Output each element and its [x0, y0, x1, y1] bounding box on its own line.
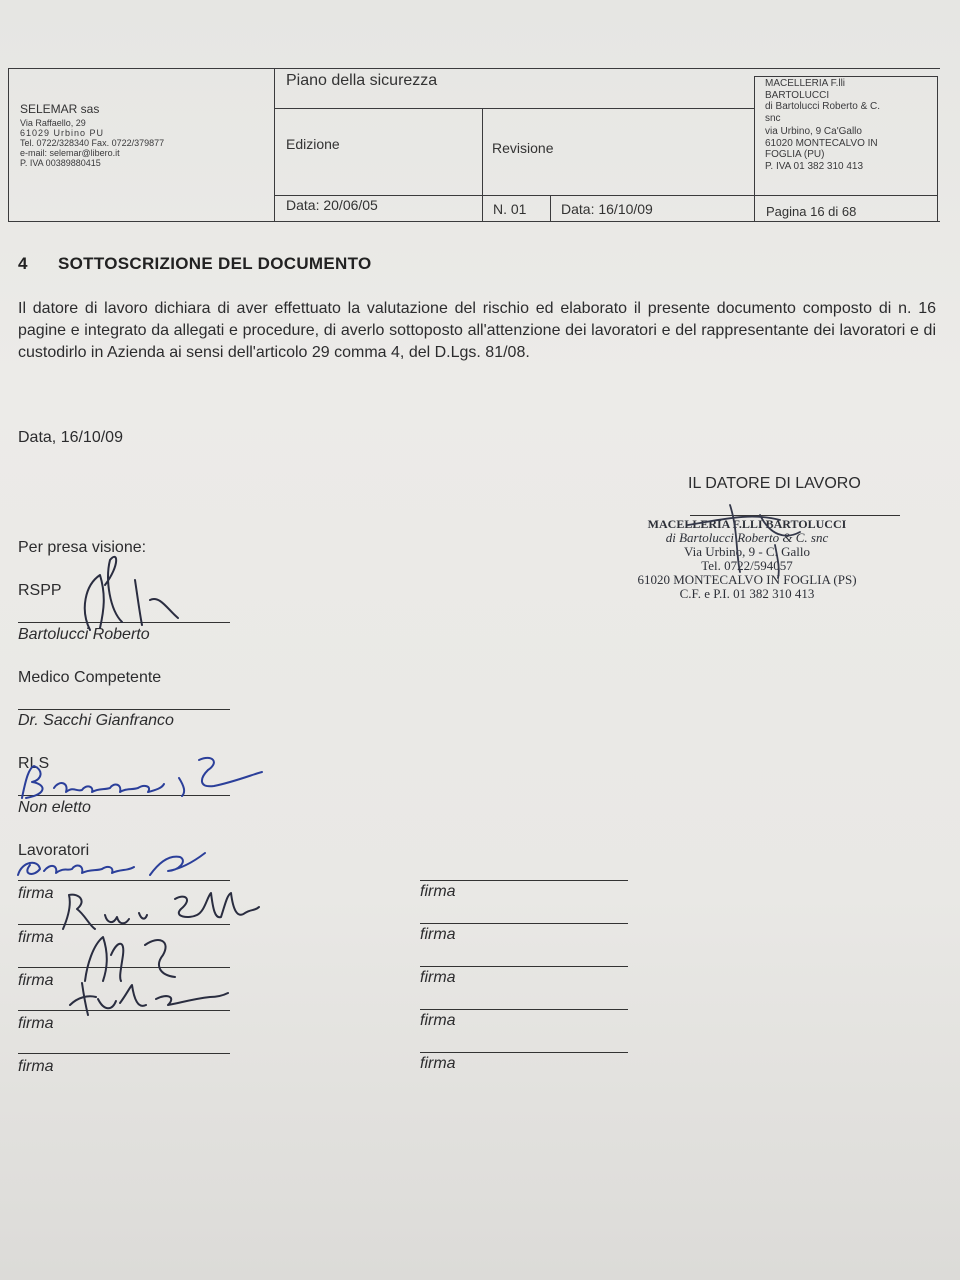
rls-name: Non eletto — [18, 799, 91, 816]
client-city-2: FOGLIA (PU) — [765, 149, 825, 160]
right-firma-label-1: firma — [420, 883, 456, 900]
client-vat: P. IVA 01 382 310 413 — [765, 160, 864, 172]
document-date: Data, 16/10/09 — [18, 429, 123, 446]
medico-signature-line — [18, 709, 230, 710]
stamp-line-2: di Bartolucci Roberto & C. snc — [665, 530, 829, 545]
company-address: Via Raffaello, 29 — [20, 118, 86, 128]
left-firma-label-1: firma — [18, 885, 54, 902]
left-firma-label-4: firma — [18, 1015, 54, 1032]
rspp-handwritten-signature — [60, 540, 190, 640]
client-address: via Urbino, 9 Ca'Gallo — [765, 126, 862, 137]
client-name-1: MACELLERIA F.lli — [765, 78, 846, 89]
section-number: 4 — [18, 254, 28, 273]
right-firma-label-4: firma — [420, 1012, 456, 1029]
company-name: SELEMAR sas — [20, 102, 100, 116]
right-firma-line-1 — [420, 880, 628, 881]
medico-name: Dr. Sacchi Gianfranco — [18, 712, 174, 729]
right-firma-label-3: firma — [420, 969, 456, 986]
right-firma-label-5: firma — [420, 1055, 456, 1072]
stamp-line-4: Tel. 0722/594057 — [701, 558, 793, 573]
client-name-3: di Bartolucci Roberto & C. — [765, 101, 881, 112]
plan-title: Piano della sicurezza — [286, 72, 438, 89]
rls-label: RLS — [18, 755, 50, 772]
client-name-2: BARTOLUCCI — [765, 89, 830, 101]
section-body: Il datore di lavoro dichiara di aver effettuato la valutazione del rischio ed elaborato il presente documento composto di n. 16 pagine e integrato da allegati e procedure, di averlo sottoposto all'attenzione dei lavoratori e del rappresentante dei lavoratori e di custodirlo in Azienda ai sensi dell'articolo 29 comma 4, del D.Lgs. 81/08. — [18, 300, 936, 361]
client-name-4: snc — [765, 112, 781, 124]
left-firma-line-1 — [18, 880, 230, 881]
presa-visione-label: Per presa visione: — [18, 539, 147, 556]
document-header-table — [8, 68, 940, 224]
client-city-1: 61020 MONTECALVO IN — [765, 137, 878, 149]
right-firma-line-3 — [420, 966, 628, 967]
stamp-line-6: C.F. e P.I. 01 382 310 413 — [679, 586, 815, 601]
rspp-label: RSPP — [18, 582, 62, 599]
revision-date: Data: 16/10/09 — [561, 201, 653, 217]
employer-handwritten-signature — [660, 490, 860, 580]
company-city: 61029 Urbino PU — [20, 128, 105, 138]
revision-number: N. 01 — [493, 201, 527, 217]
stamp-line-5: 61020 MONTECALVO IN FOGLIA (PS) — [637, 572, 857, 587]
left-firma-label-2: firma — [18, 929, 54, 946]
right-firma-line-2 — [420, 923, 628, 924]
left-firma-label-5: firma — [18, 1058, 54, 1075]
company-info — [20, 102, 164, 168]
right-firma-line-4 — [420, 1009, 628, 1010]
page-number: Pagina 16 di 68 — [766, 204, 857, 219]
employer-label: IL DATORE DI LAVORO — [688, 475, 861, 492]
client-info — [765, 78, 880, 172]
lavoratore-4-handwritten-signature — [60, 975, 230, 1020]
edition-date: Data: 20/06/05 — [286, 197, 378, 213]
company-phone: Tel. 0722/328340 Fax. 0722/379877 — [20, 138, 165, 148]
section-title: SOTTOSCRIZIONE DEL DOCUMENTO — [58, 254, 372, 273]
rspp-name: Bartolucci Roberto — [18, 626, 150, 643]
right-firma-line-5 — [420, 1052, 628, 1053]
medico-label: Medico Competente — [18, 669, 162, 686]
rls-handwritten-signature — [14, 748, 264, 808]
left-firma-label-3: firma — [18, 972, 54, 989]
edition-label: Edizione — [286, 136, 340, 152]
left-firma-line-5 — [18, 1053, 230, 1054]
lavoratore-1-handwritten-signature — [10, 835, 210, 885]
right-firma-label-2: firma — [420, 926, 456, 943]
company-email: e-mail: selemar@libero.it — [20, 148, 120, 158]
company-vat: P. IVA 00389880415 — [20, 158, 101, 168]
lavoratori-label: Lavoratori — [18, 842, 90, 859]
stamp-line-1: MACELLERIA F.LLI BARTOLUCCI — [647, 517, 847, 531]
revision-label: Revisione — [492, 140, 554, 156]
stamp-line-3: Via Urbino, 9 - C. Gallo — [684, 544, 810, 559]
